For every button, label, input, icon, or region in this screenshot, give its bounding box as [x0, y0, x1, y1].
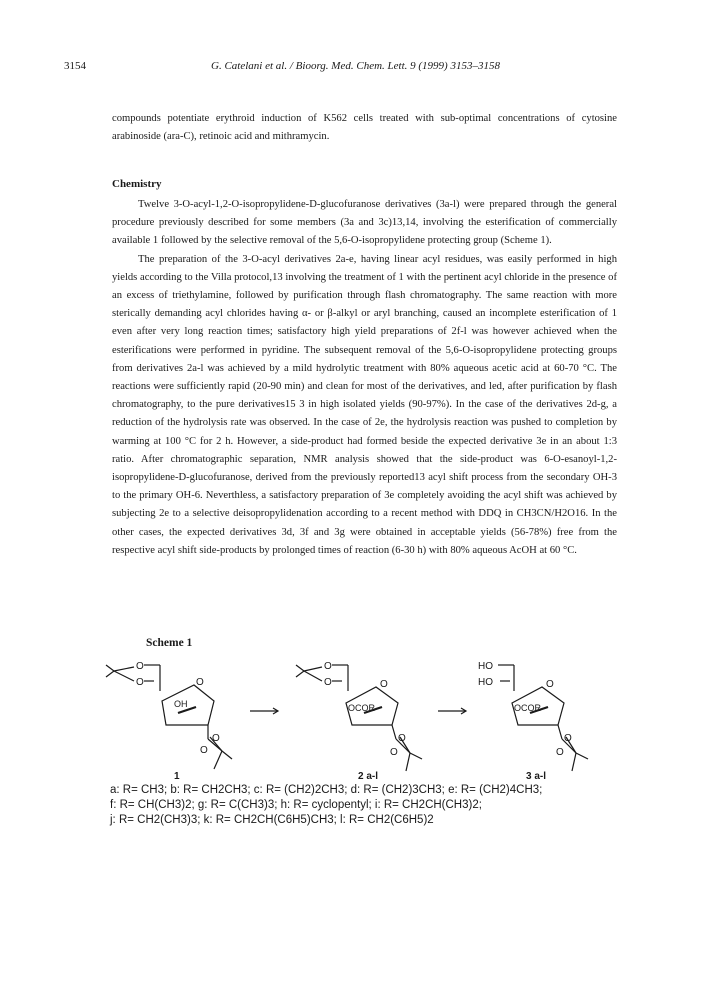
intro-paragraph	[112, 110, 617, 146]
scheme-label: Scheme 1	[146, 637, 193, 649]
legend-line-1: a: R= CH3; b: R= CH2CH3; c: R= (CH2)2CH3; d: R= (CH2)3CH3; e: R= (CH2)4CH3;	[110, 784, 543, 796]
atom-o: O	[546, 679, 554, 690]
atom-o: O	[136, 677, 144, 688]
paragraph-2: The preparation of the 3-O-acyl derivatives 2a-e, having linear acyl residues, was easily performed in high yields according to the Villa protocol,13 involving the treatment of 1 with the pertinent acyl chloride in the presence of an excess of triethylamine, followed by purification through flash chromatography. The same reaction with more sterically demanding acyl chlorides having α- or β-alkyl or aryl branching, caused an incomplete esterification of 1 even after very long reaction times; satisfactory high yield preparations of 2f-l was however achieved when the esterifications were performed in pyridine. The subsequent removal of the 5,6-O-isopropylidene protecting groups from derivatives 2a-l was achieved by a mild hydrolytic treatment with 80% aqueous acetic acid at 60-70 °C. The reactions were sufficiently rapid (20-90 min) and clean for most of the derivatives, and led, after purification by flash chromatography, to the pure derivatives15 3 in high isolated yields (90-97%). In the case of the derivatives 2d-g, a reduction of the hydrolysis rate was observed. In the case of 2e, the hydrolysis reaction was pushed to completion by warming at 100 °C for 2 h. However, a side-product had formed beside the expected derivative 3e in an about 1:3 ratio. After chromatographic separation, NMR analysis showed that the side-product was 6-O-esanoyl-1,2-isopropylidene-D-glucofuranose, derived from the previously reported13 acyl shift process from the secondary OH-3 to the primary OH-6. Neverthless, a satisfactory preparation of 3e completely avoiding the acyl shift was achieved by subjecting 2e to a selective deisopropylidenation according to a recent method with DDQ in CH3CN/H2O16. In the other cases, the expected derivatives 3d, 3f and 3g were obtained in acceptable yields (56-78%) free from the respective acyl shift side-products by prolonged times of reaction (6-30 h) with 80% aqueous AcOH at 60 °C.	[112, 253, 617, 556]
atom-o: O	[564, 733, 572, 744]
scheme-1-diagram	[100, 655, 620, 785]
intro-text: compounds potentiate erythroid induction of K562 cells treated with sub-optimal concentrations of cytosine arabinoside (ara-C), retinoic acid and mithramycin.	[112, 113, 617, 143]
atom-o: O	[380, 679, 388, 690]
scheme-legend	[110, 783, 630, 828]
group-ocor: OCOR	[514, 703, 541, 713]
atom-o: O	[324, 661, 332, 672]
atom-o: O	[200, 745, 208, 756]
atom-o: O	[196, 677, 204, 688]
atom-o: O	[390, 747, 398, 758]
compound-3-structure	[498, 665, 588, 771]
page-number: 3154	[64, 60, 86, 72]
running-head: G. Catelani et al. / Bioorg. Med. Chem. Lett. 9 (1999) 3153–3158	[211, 60, 500, 72]
atom-oh: OH	[174, 699, 188, 709]
compound-3-label: 3 a-l	[526, 771, 547, 782]
section-heading: Chemistry	[112, 178, 162, 190]
compound-2-label: 2 a-l	[358, 771, 379, 782]
legend-line-3: j: R= CH2(CH3)3; k: R= CH2CH(C6H5)CH3; l: R= CH2(C6H5)2	[110, 814, 434, 826]
group-ocor: OCOR	[348, 703, 375, 713]
atom-o: O	[556, 747, 564, 758]
atom-o: O	[324, 677, 332, 688]
atom-ho: HO	[478, 661, 493, 672]
atom-o: O	[136, 661, 144, 672]
atom-o: O	[398, 733, 406, 744]
compound-1-label: 1	[174, 771, 180, 782]
legend-line-2: f: R= CH(CH3)2; g: R= C(CH3)3; h: R= cyclopentyl; i: R= CH2CH(CH3)2;	[110, 799, 482, 811]
atom-ho: HO	[478, 677, 493, 688]
compound-1-structure	[106, 665, 232, 769]
compound-2-structure	[296, 665, 422, 771]
atom-o: O	[212, 733, 220, 744]
paragraph-1: Twelve 3-O-acyl-1,2-O-isopropylidene-D-glucofuranose derivatives (3a-l) were prepared through the general procedure previously described for some members (3a and 3c)13,14, involving the esterification of commercially available 1 followed by the selective removal of the 5,6-O-isopropylidene protecting group (Scheme 1).	[112, 199, 617, 247]
chemistry-body	[112, 196, 617, 560]
